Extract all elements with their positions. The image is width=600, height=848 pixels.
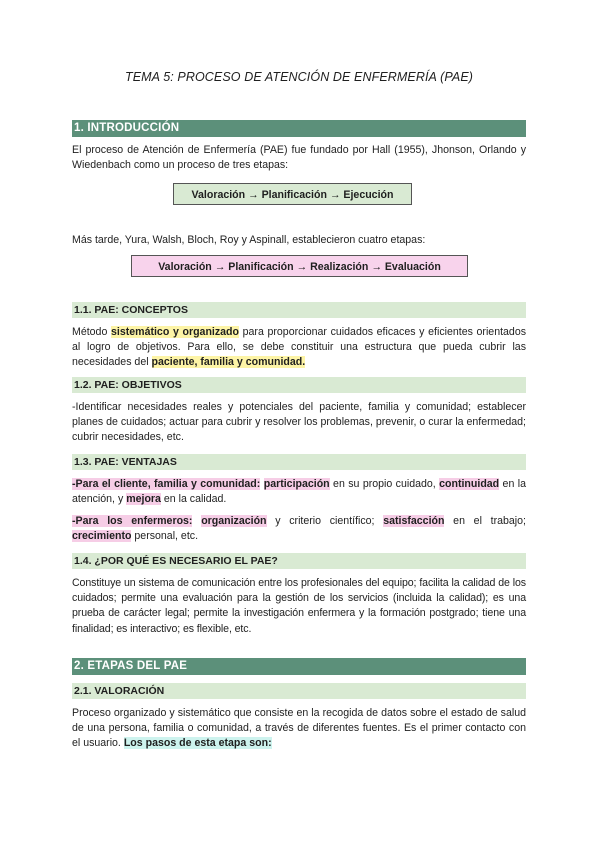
- text: Proceso organizado y sistemático que consiste en la recogida de datos sobre el estado de salud de una persona, familia o comunidad, a través de diferentes fuentes. Es el primer contacto con el usuario.: [72, 707, 526, 750]
- text: personal, etc.: [131, 530, 199, 543]
- four-stage-box: Valoración → Planificación → Realización → Evaluación: [131, 255, 468, 277]
- conceptos-paragraph: [72, 325, 526, 371]
- highlight-satisfaccion: satisfacción: [383, 515, 445, 527]
- three-stage-box: Valoración → Planificación → Ejecución: [173, 183, 412, 205]
- subsection-heading-conceptos: 1.1. PAE: CONCEPTOS: [72, 302, 526, 318]
- highlight-organizacion: organización: [201, 515, 267, 527]
- text: [192, 515, 201, 527]
- ventajas-paragraph-enfermeros: [72, 514, 526, 544]
- text: en la atención, y: [72, 478, 526, 506]
- highlight-continuidad: continuidad: [439, 478, 500, 490]
- text: Método: [72, 326, 111, 338]
- text: y criterio científico;: [266, 515, 384, 527]
- valoracion-paragraph: [72, 706, 526, 752]
- intro-paragraph-2: Más tarde, Yura, Walsh, Bloch, Roy y Aspinall, establecieron cuatro etapas:: [72, 234, 426, 246]
- subsection-heading-ventajas: 1.3. PAE: VENTAJAS: [72, 454, 526, 470]
- highlight-crecimiento: crecimiento: [72, 530, 132, 543]
- subsection-heading-valoracion: 2.1. VALORACIÓN: [72, 683, 526, 699]
- subsection-heading-por-que: 1.4. ¿POR QUÉ ES NECESARIO EL PAE?: [72, 553, 526, 569]
- document-title: TEMA 5: PROCESO DE ATENCIÓN DE ENFERMERÍA (PAE): [124, 70, 474, 84]
- ventajas-paragraph-cliente: [72, 477, 526, 507]
- text: en su propio cuidado,: [329, 478, 440, 490]
- section-heading-introduccion: 1. INTRODUCCIÓN: [72, 120, 526, 137]
- por-que-paragraph: Constituye un sistema de comunicación entre los profesionales del equipo; facilita la calidad de los cuidados; permite una evaluación para la gestión de los servicios (incluida la calidad); es una prueba de carácter legal; permite la investigación enfermera y la formación postgrado; tiene una finalidad; es interactivo; es flexible, etc.: [72, 577, 526, 635]
- text: en la calidad.: [160, 493, 227, 506]
- highlight-mejora: mejora: [126, 493, 161, 506]
- text: para proporcionar cuidados eficaces y eficientes orientados al logro de objetivos. Para ello, se debe constituir una estructura que pueda cubrir las necesidades del: [72, 326, 527, 369]
- text: en el trabajo;: [444, 515, 526, 527]
- section-heading-etapas: 2. ETAPAS DEL PAE: [72, 658, 526, 675]
- intro-paragraph-1: El proceso de Atención de Enfermería (PAE) fue fundado por Hall (1955), Jhonson, Orlando y Wiedenbach como un proceso de tres etapas:: [72, 144, 526, 172]
- highlight-paciente-familia-comunidad: paciente, familia y comunidad.: [151, 356, 306, 369]
- objetivos-paragraph: -Identificar necesidades reales y potenciales del paciente, familia y comunidad; establecer planes de cuidados; actuar para cubrir y resolver los problemas, prevenir, o curar la enfermedad; cubrir necesidades, etc.: [72, 401, 526, 444]
- subsection-heading-objetivos: 1.2. PAE: OBJETIVOS: [72, 377, 526, 393]
- highlight-participacion: participación: [263, 478, 330, 490]
- highlight-sistematico: sistemático y organizado: [111, 326, 239, 338]
- highlight-para-los-enfermeros: -Para los enfermeros:: [72, 515, 193, 527]
- highlight-pasos-etapa: Los pasos de esta etapa son:: [123, 737, 272, 750]
- highlight-para-el-cliente: -Para el cliente, familia y comunidad:: [72, 478, 261, 490]
